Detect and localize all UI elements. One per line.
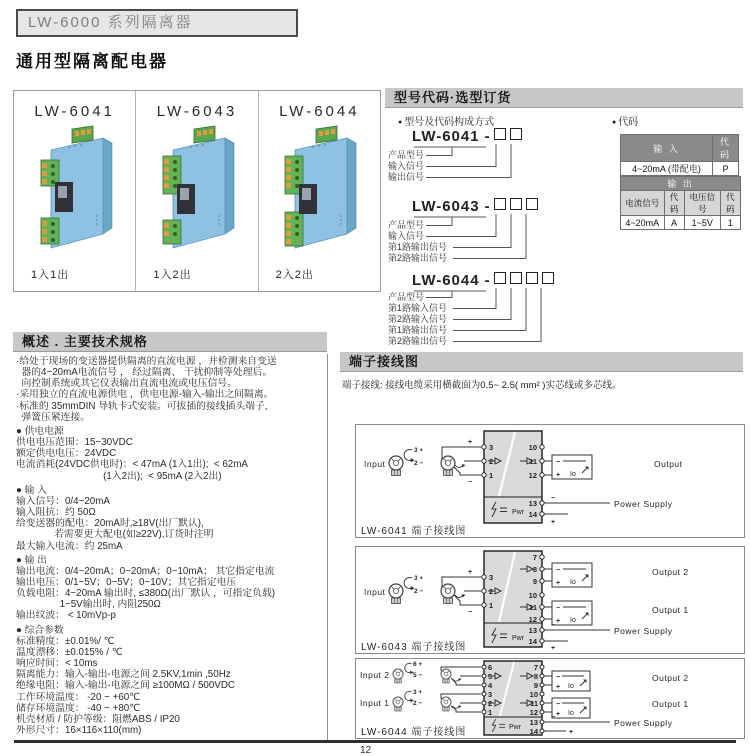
- wiring-drawing: [356, 425, 742, 535]
- plus-sign: +: [556, 618, 561, 625]
- section-header-overview: 概述 . 主要技术规格: [13, 332, 327, 352]
- terminal-num: 7: [532, 553, 537, 562]
- terminal-num: 6: [488, 663, 493, 672]
- wiring-caption: LW-6043 端子接线图: [359, 638, 468, 653]
- code-labels: [388, 150, 424, 183]
- spec-line: 给变送器的配电：20mA时,≥18V(出厂默认),: [16, 518, 204, 530]
- spec-line: 隔离能力：输入-输出-电源之间 2.5KV,1min ,50Hz: [16, 669, 231, 681]
- io-label: Io: [568, 710, 574, 717]
- footer-rule: [14, 740, 736, 743]
- terminal-num: 9: [533, 681, 538, 690]
- isolator-module-image: [269, 124, 369, 250]
- plus-sign: +: [556, 472, 561, 479]
- code-part-label: 第2路输出信号: [388, 336, 448, 346]
- code-box: [510, 272, 522, 284]
- code-box: [542, 272, 554, 284]
- wiring-caption: LW-6041 端子接线图: [359, 522, 468, 537]
- terminal-num: 5: [488, 672, 493, 681]
- output-label: Output: [654, 459, 683, 469]
- plus-sign: +: [556, 580, 561, 587]
- spec-line: 器的4~20mA电流信号 ， 经过隔离、 干扰抑制等处理后。: [16, 367, 273, 379]
- io-label: Io: [568, 683, 574, 690]
- terminal-num: 8: [533, 672, 538, 681]
- minus-sign: −: [556, 459, 561, 466]
- model-number: LW-6044: [412, 272, 480, 289]
- spec-line: 弹簧压紧连接。: [16, 411, 91, 423]
- code-part-label: 输入信号: [388, 161, 425, 171]
- terminal-num: 7: [533, 663, 538, 672]
- spec-line: 电流消耗(24VDC供电时)：< 47mA (1入1出); < 62mA: [16, 459, 248, 471]
- code-label: ● 代码: [612, 113, 638, 128]
- spec-line: ● 供电电源: [16, 425, 64, 437]
- spec-line: 工作环境温度： -20 ~ +60℃: [16, 691, 141, 703]
- terminal-num: 12: [528, 615, 537, 624]
- spec-line: 输入阻抗：约 50Ω: [16, 507, 96, 519]
- terminal-num: 10: [528, 443, 537, 452]
- pin-minus: 2 −: [414, 588, 424, 595]
- isolator-module-image: [147, 124, 247, 250]
- code-box: [494, 128, 506, 140]
- model-code-lw6044: [388, 272, 618, 350]
- pwr-label: Pwr: [509, 724, 522, 731]
- spec-line: 向控制系统或其它仪表输出直流电流或电压信号。: [16, 378, 237, 390]
- pin-plus: 3 +: [413, 689, 423, 696]
- minus-sign: −: [468, 609, 473, 616]
- terminal-num: 4: [488, 681, 493, 690]
- spec-line: 绝缘电阻：输入-输出-电源之间 ≥100MΩ / 500VDC: [16, 680, 236, 692]
- plus-sign: +: [551, 645, 556, 651]
- spec-line: 输入信号：0/4~20mA: [16, 495, 110, 507]
- code-box-placeholders: [494, 128, 522, 140]
- plus-sign: +: [569, 729, 574, 736]
- minus-sign: −: [468, 479, 473, 486]
- spec-line: ·采用独立的直流电源供电 ，供电电源-输入-输出之间隔离。: [16, 389, 274, 401]
- cell-voltage-code: 1: [720, 216, 740, 230]
- power-supply-label: Power Supply: [614, 499, 673, 509]
- page-title: 通用型隔离配电器: [16, 52, 168, 71]
- spec-line: 响应时间：< 10ms: [16, 658, 98, 670]
- wiring-caption: LW-6044 端子接线图: [359, 723, 468, 738]
- code-part-label: 产品型号: [388, 292, 425, 302]
- spec-line: 机壳材质 / 防护等级：阻燃ABS / IP20: [16, 713, 180, 725]
- minus-sign: −: [551, 495, 556, 502]
- minus-sign: −: [551, 714, 556, 721]
- spec-line: (1入2出); < 95mA (2入2出): [16, 470, 222, 482]
- code-labels: [388, 220, 447, 264]
- terminal-num: 1: [489, 601, 494, 610]
- code-labels: [388, 292, 447, 347]
- spec-line: 输出电压：0/1~5V；0~5V；0~10V；其它指定电压: [16, 576, 237, 588]
- column-divider: [327, 354, 328, 740]
- pin-plus: 3 +: [414, 575, 424, 582]
- io-label: Io: [570, 579, 576, 586]
- model-number: LW-6043: [412, 198, 480, 215]
- code-part-label: 产品型号: [388, 150, 425, 160]
- cell-code: P: [713, 162, 739, 176]
- input-code-table: [620, 134, 739, 176]
- wiring-note: 端子接线: 接线电缆采用横截面为0.5~ 2.5( mm² )实芯线或多芯线。: [342, 380, 622, 391]
- input-label: Input: [364, 459, 386, 469]
- pin-plus: 3 +: [414, 447, 424, 454]
- code-part-label: 第2路输入信号: [388, 314, 448, 324]
- pwr-label: Pwr: [512, 509, 525, 516]
- io-label: Io: [570, 617, 576, 624]
- model-number: LW-6041: [412, 128, 480, 145]
- col-input: 输 入: [621, 135, 713, 162]
- pwr-label: Pwr: [512, 635, 525, 642]
- code-box-placeholders: [494, 272, 554, 284]
- model-code-row: [412, 272, 554, 289]
- code-part-label: 输出信号: [388, 172, 425, 182]
- code-box: [510, 198, 522, 210]
- terminal-num: 3: [488, 690, 493, 699]
- product-io-config: 2入2出: [275, 269, 314, 281]
- spec-line: 若需要更大配电(如≥22V),订货时注明: [16, 529, 214, 541]
- code-box-placeholders: [494, 198, 538, 210]
- terminal-num: 3: [489, 443, 494, 452]
- code-box: [526, 272, 538, 284]
- pin-minus: 2 −: [413, 700, 423, 707]
- terminal-num: 13: [529, 718, 538, 727]
- spec-line: 输出纹波： < 10mVp-p: [16, 610, 116, 622]
- isolator-module-image: [25, 124, 125, 250]
- terminal-num: 3: [489, 573, 494, 582]
- spec-line: 负载电阻：4~20mA 输出时, ≤380Ω(出厂默认 ，可指定负载): [16, 588, 276, 600]
- wiring-diagram-lw6044: [355, 658, 745, 739]
- product-model: LW-6044: [279, 103, 360, 120]
- spec-line: 输出电流：0/4~20mA；0~20mA；0~10mA； 其它指定电流: [16, 565, 275, 577]
- spec-line: 标准精度：±0.01%/ ℃: [16, 635, 115, 647]
- terminal-num: 13: [528, 626, 537, 635]
- section-header-wiring: 端子接线图: [340, 352, 743, 372]
- power-supply-label: Power Supply: [614, 718, 673, 728]
- pin-minus: 2 −: [414, 460, 424, 467]
- cell-voltage: 1~5V: [684, 216, 720, 230]
- col-voltage-signal: 电压信号: [684, 191, 720, 216]
- minus-sign: −: [556, 567, 561, 574]
- model-code-row: [412, 198, 538, 215]
- spec-line: 1~5V输出时, 内阻250Ω: [16, 599, 161, 611]
- minus-sign: −: [556, 674, 561, 681]
- model-code-lw6041: [388, 128, 598, 188]
- col-output: 输 出: [621, 177, 741, 191]
- model-code-row: [412, 128, 522, 145]
- output2-label: Output 2: [652, 673, 689, 683]
- product-gallery: [13, 90, 381, 292]
- pin-plus: 6 +: [413, 661, 423, 668]
- input1-label: Input 1: [360, 698, 390, 708]
- product-io-config: 1入2出: [153, 269, 192, 281]
- terminal-num: 14: [528, 637, 537, 646]
- product-io-config: 1入1出: [31, 269, 70, 281]
- terminal-num: 12: [528, 471, 537, 480]
- output1-label: Output 1: [652, 605, 689, 615]
- terminal-num: 11: [529, 603, 537, 612]
- product-card-lw6041: [14, 91, 136, 291]
- code-part-label: 第1路输入信号: [388, 303, 448, 313]
- plus-sign: +: [468, 569, 473, 576]
- minus-sign: −: [556, 605, 561, 612]
- plus-sign: +: [468, 439, 473, 446]
- cell-current: 4~20mA: [621, 216, 665, 230]
- minus-sign: −: [551, 622, 556, 629]
- spec-line: ● 输 入: [16, 484, 47, 496]
- code-part-label: 第1路输出信号: [388, 325, 448, 335]
- cell-signal: 4~20mA (带配电): [621, 162, 713, 176]
- terminal-num: 8: [532, 565, 537, 574]
- terminal-num: 13: [528, 499, 537, 508]
- spec-line: ·标准的 35mmDIN 导轨卡式安装。可拔插的接线插头端子,: [16, 400, 268, 412]
- terminal-num: 14: [529, 727, 538, 736]
- wiring-drawing: [356, 547, 742, 651]
- power-supply-label: Power Supply: [614, 626, 673, 636]
- terminal-num: 2: [489, 587, 494, 596]
- input-label: Input: [364, 587, 386, 597]
- code-part-label: 产品型号: [388, 220, 425, 230]
- spec-line: ·给处于现场的变送器提供隔离的直流电源 ，并检测来自变送: [16, 356, 277, 367]
- spec-line: 供电电压范围：15~30VDC: [16, 437, 133, 449]
- code-part-label: 输入信号: [388, 231, 425, 241]
- io-label: Io: [570, 471, 576, 478]
- output-code-table: [620, 176, 741, 230]
- terminal-num: 2: [488, 699, 493, 708]
- col-code: 代码: [713, 135, 739, 162]
- spec-line: ● 输 出: [16, 554, 47, 566]
- col-current-signal: 电流信号: [621, 191, 665, 216]
- cell-current-code: A: [664, 216, 684, 230]
- plus-sign: +: [556, 684, 561, 691]
- spec-line: 储存环境温度： -40 ~ +80℃: [16, 702, 141, 714]
- section-header-ordering: 型号代码·选型订货: [385, 88, 743, 108]
- spec-line: 额定供电电压：24VDC: [16, 448, 117, 460]
- code-box: [510, 128, 522, 140]
- product-card-lw6044: [259, 91, 380, 291]
- col-code: 代码: [720, 191, 740, 216]
- code-box: [526, 198, 538, 210]
- input2-label: Input 2: [360, 670, 390, 680]
- plus-sign: +: [551, 519, 556, 526]
- terminal-num: 1: [488, 708, 493, 717]
- spec-lines: [16, 356, 328, 736]
- dash: -: [484, 272, 491, 289]
- compose-label: ● 型号及代码构成方式: [398, 113, 494, 128]
- minus-sign: −: [556, 701, 561, 708]
- spec-line: 最大输入电流：约 25mA: [16, 540, 123, 552]
- terminal-num: 9: [532, 577, 537, 586]
- spec-line: ● 综合参数: [16, 624, 64, 636]
- spec-line: 外形尺寸：16×116×110(mm): [16, 725, 142, 736]
- product-model: LW-6041: [34, 103, 115, 120]
- terminal-num: 2: [489, 457, 494, 466]
- spec-line: 温度漂移：±0.015% / ℃: [16, 646, 123, 658]
- col-code: 代码: [664, 191, 684, 216]
- product-card-lw6043: [136, 91, 258, 291]
- model-code-lw6043: [388, 198, 608, 272]
- terminal-num: 10: [529, 690, 538, 699]
- pin-minus: 5 −: [413, 672, 423, 679]
- dash: -: [484, 198, 491, 215]
- series-title: LW-6000 系列隔离器: [16, 9, 298, 37]
- page-number: 12: [360, 745, 372, 756]
- product-model: LW-6043: [156, 103, 238, 120]
- terminal-num: 14: [528, 510, 537, 519]
- dash: -: [484, 128, 491, 145]
- plus-sign: +: [556, 711, 561, 718]
- code-part-label: 第1路输出信号: [388, 242, 448, 252]
- wiring-diagram-lw6043: [355, 546, 745, 654]
- terminal-num: 11: [530, 699, 538, 708]
- wiring-diagram-lw6041: [355, 424, 745, 538]
- terminal-num: 11: [529, 457, 537, 466]
- code-part-label: 第2路输出信号: [388, 253, 448, 263]
- output1-label: Output 1: [652, 699, 689, 709]
- output2-label: Output 2: [652, 567, 689, 577]
- code-box: [494, 198, 506, 210]
- terminal-num: 1: [489, 471, 494, 480]
- terminal-num: 10: [528, 591, 537, 600]
- terminal-num: 12: [529, 708, 538, 717]
- code-box: [494, 272, 506, 284]
